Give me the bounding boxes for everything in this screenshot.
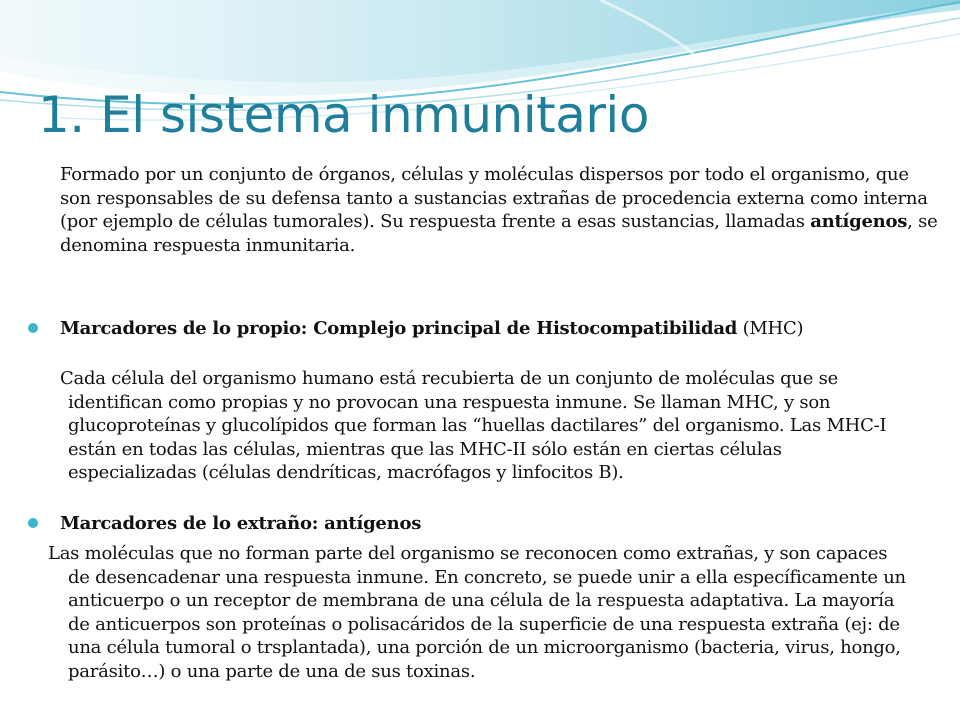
bullet-heading-tail: (MHC) (742, 318, 804, 339)
intro-paragraph (40, 163, 940, 257)
intro-text-part2: , se denomina respuesta inmunitaria. (60, 211, 938, 256)
bullet-heading-self-markers (60, 317, 910, 341)
bullet-dot-icon (28, 518, 38, 528)
slide-title: 1. El sistema inmunitario (38, 86, 649, 144)
bullet-item-foreign-markers (28, 512, 908, 712)
bullet-dot-icon (28, 323, 38, 333)
bullet-item-self-markers (28, 317, 908, 507)
bullet-body-self-markers: Cada célula del organismo humano está recubierta de un conjunto de moléculas que se identifican como propias y no provocan una respuesta inmune. Se llaman MHC, y son glucoproteínas y glucolípidos que forman las “huellas dactilares” del organismo. Las MHC-I están en todas las células, mientras que las MHC-II sólo están en ciertas células especializadas (células dendríticas, macrófagos y linfocitos B). (60, 368, 887, 483)
bullet-heading-text: Marcadores de lo extraño: antígenos (60, 513, 422, 534)
bullet-heading-text: Marcadores de lo propio: Complejo principal de Histocompatibilidad (60, 318, 738, 339)
intro-text-part1: Formado por un conjunto de órganos, células y moléculas dispersos por todo el organismo, que son responsables de su defensa tanto a sustancias extrañas de procedencia externa como interna (por ejemplo de células tumorales). Su respuesta frente a esas sustancias, llamadas (60, 164, 928, 232)
bullet-heading-foreign-markers (60, 512, 910, 536)
bullet-body-foreign-markers: Las moléculas que no forman parte del organismo se reconocen como extrañas, y son capaces de desencadenar una respuesta inmune. En concreto, se puede unir a ella específicamente un anticuerpo o un receptor de membrana de una célula de la respuesta adaptativa. La mayoría de anticuerpos son proteínas o polisacáridos de la superficie de una respuesta extraña (ej: de una célula tumoral o trsplantada), una porción de un microorganismo (bacteria, virus, hongo, parásito…) o una parte de una de sus toxinas. (48, 543, 906, 682)
intro-text-bold: antígenos (810, 211, 908, 232)
